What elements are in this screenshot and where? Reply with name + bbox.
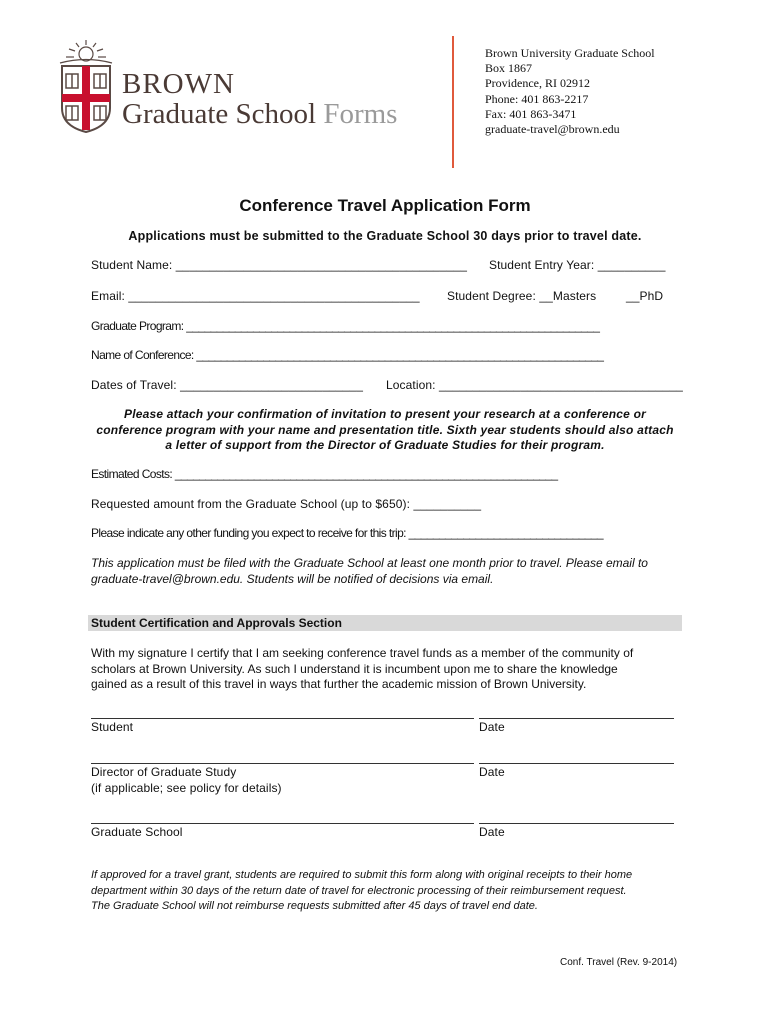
- brown-crest-logo: [56, 38, 116, 134]
- address-email[interactable]: graduate-travel@brown.edu: [485, 122, 620, 137]
- student-date-label: Date: [479, 720, 505, 734]
- estimated-costs-field[interactable]: Estimated Costs: _______________________________________________________________: [91, 467, 558, 481]
- student-signature-label: Student: [91, 720, 134, 734]
- filing-note-line: This application must be filed with the Graduate School at least one month prior to travel. Please email to: [91, 556, 648, 570]
- header-divider: [452, 36, 454, 168]
- student-date-line[interactable]: [479, 718, 674, 719]
- conference-name-field[interactable]: Name of Conference: ___________________________________________________________________: [91, 348, 604, 362]
- email-field[interactable]: Email: ___________________________________________: [91, 289, 420, 303]
- director-date-label: Date: [479, 765, 505, 779]
- graduate-school-signature-label: Graduate School: [91, 825, 183, 839]
- contact-address: [485, 46, 655, 137]
- graduate-school-date-line[interactable]: [479, 823, 674, 824]
- degree-phd-option[interactable]: __PhD: [626, 289, 664, 303]
- certification-line: scholars at Brown University. As such I understand it is incumbent upon me to share the knowledge: [91, 661, 618, 676]
- director-signature-line[interactable]: [91, 763, 474, 764]
- director-date-line[interactable]: [479, 763, 674, 764]
- notice-line: conference program with your name and presentation title. Sixth year students should also attach: [96, 422, 674, 437]
- address-line: Brown University Graduate School: [485, 46, 655, 60]
- requested-amount-field[interactable]: Requested amount from the Graduate School (up to $650): __________: [91, 497, 482, 511]
- filing-note-line: graduate-travel@brown.edu. Students will be notified of decisions via email.: [91, 571, 494, 586]
- graduate-school-signature-line[interactable]: [91, 823, 474, 824]
- student-entry-year-field[interactable]: Student Entry Year: __________: [489, 258, 666, 272]
- address-line: Providence, RI 02912: [485, 76, 590, 91]
- brand-name: BROWN: [122, 68, 235, 100]
- other-funding-field[interactable]: Please indicate any other funding you expect to receive for this trip: ________________________________: [91, 526, 603, 540]
- certification-line: gained as a result of this travel in ways that further the academic mission of Brown University.: [91, 677, 587, 691]
- reimbursement-note-line: If approved for a travel grant, students are required to submit this form along with original receipts to their home: [91, 869, 633, 881]
- reimbursement-note: [91, 868, 691, 915]
- attachment-notice: [88, 407, 682, 454]
- reimbursement-note-line: department within 30 days of the return date of travel for electronic processing of their reimbursement request.: [91, 884, 627, 897]
- director-signature-sublabel: (if applicable; see policy for details): [91, 781, 282, 795]
- filing-note: [91, 556, 691, 587]
- brand-graduate-school: Graduate School: [122, 98, 317, 130]
- certification-line: With my signature I certify that I am seeking conference travel funds as a member of the community of: [91, 646, 634, 660]
- address-line: Box 1867: [485, 61, 533, 76]
- section-title: Student Certification and Approvals Section: [91, 616, 342, 630]
- degree-masters-option[interactable]: Student Degree: __Masters: [447, 289, 597, 303]
- form-revision: Conf. Travel (Rev. 9-2014): [560, 957, 678, 968]
- certification-paragraph: [91, 646, 681, 693]
- form-subtitle: Applications must be submitted to the Graduate School 30 days prior to travel date.: [128, 229, 642, 243]
- graduate-program-field[interactable]: Graduate Program: ____________________________________________________________________: [91, 319, 600, 333]
- graduate-school-date-label: Date: [479, 825, 505, 839]
- director-signature-label: Director of Graduate Study: [91, 765, 237, 779]
- reimbursement-note-line: The Graduate School will not reimburse requests submitted after 45 days of travel end date.: [91, 900, 538, 912]
- dates-of-travel-field[interactable]: Dates of Travel: ___________________________: [91, 378, 363, 392]
- address-line: Phone: 401 863-2217: [485, 91, 589, 106]
- location-field[interactable]: Location: ____________________________________: [386, 378, 683, 392]
- brand-subname: [122, 98, 397, 131]
- brand-forms: Forms: [323, 98, 398, 130]
- address-line: Fax: 401 863-3471: [485, 106, 577, 121]
- student-signature-line[interactable]: [91, 718, 474, 719]
- notice-line: Please attach your confirmation of invitation to present your research at a conference or: [124, 407, 646, 421]
- student-name-field[interactable]: Student Name: ___________________________________________: [91, 258, 468, 272]
- notice-line: a letter of support from the Director of Graduate Studies for their program.: [165, 438, 605, 452]
- form-title: Conference Travel Application Form: [239, 196, 531, 215]
